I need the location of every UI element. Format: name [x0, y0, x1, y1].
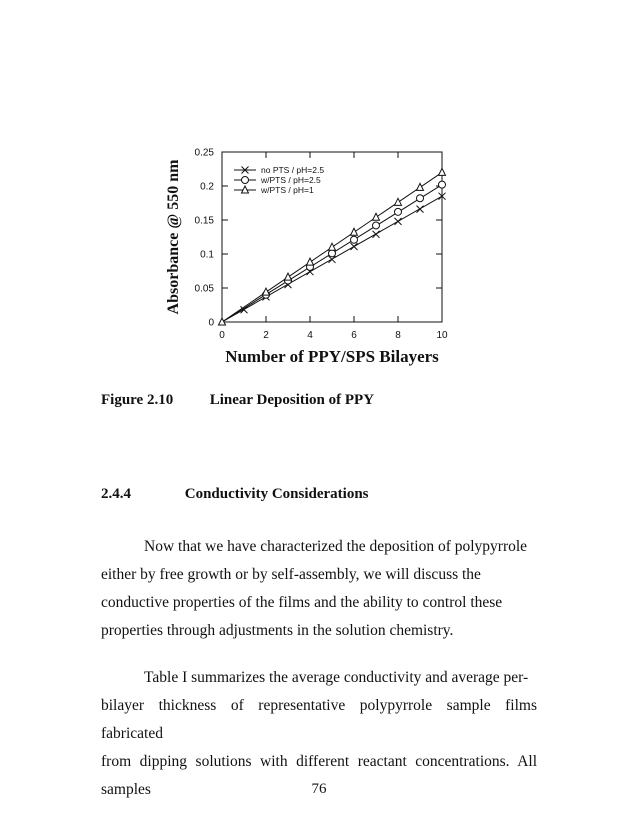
- series-3-point: [351, 228, 358, 235]
- paragraph-line: bilayer thickness of representative polypyrrole sample films fabricated: [101, 697, 537, 742]
- figure-label: Figure 2.10: [101, 392, 174, 408]
- series-2-point: [373, 222, 380, 229]
- x-tick-label: 10: [436, 330, 448, 341]
- y-axis-label: Absorbance @ 550 nm: [165, 159, 182, 315]
- paragraph-line: from dipping solutions with different reactant concentrations. All samples: [101, 753, 537, 798]
- x-tick-label: 0: [219, 330, 225, 341]
- series-3-point: [329, 243, 336, 250]
- paragraph-line: Table I summarizes the average conductivity and average per-: [144, 669, 529, 686]
- figure-caption: [101, 392, 374, 409]
- series-3-point: [263, 288, 270, 295]
- series-3-point: [417, 183, 424, 190]
- paragraph-line: properties through adjustments in the solution chemistry.: [101, 622, 454, 639]
- plot-frame: [222, 152, 442, 322]
- paragraph-line: either by free growth or by self-assembly, we will discuss the: [101, 566, 481, 583]
- series-2-point: [329, 250, 336, 257]
- series-3-point: [307, 258, 314, 265]
- legend-label: no PTS / pH=2.5: [261, 165, 325, 175]
- section-number: 2.4.4: [101, 486, 131, 502]
- y-tick-label: 0.1: [200, 249, 214, 261]
- y-tick-label: 0.25: [194, 147, 214, 159]
- page-number: 76: [311, 781, 327, 797]
- legend-marker: [242, 177, 249, 184]
- y-tick-label: 0: [208, 317, 214, 329]
- series-1-point: [373, 231, 380, 238]
- paragraph-1: [101, 533, 537, 645]
- legend-label: w/PTS / pH=1: [261, 185, 314, 195]
- y-tick-label: 0.15: [194, 215, 214, 227]
- series-3-point: [439, 168, 446, 175]
- series-2-point: [395, 208, 402, 215]
- section-heading: [101, 486, 369, 503]
- series-1-point: [417, 206, 424, 213]
- paragraph-line: conductive properties of the films and the ability to control these: [101, 594, 503, 611]
- absorbance-chart: [160, 140, 460, 370]
- x-axis-label: Number of PPY/SPS Bilayers: [225, 347, 439, 366]
- x-tick-label: 2: [263, 330, 269, 341]
- series-3-point: [395, 198, 402, 205]
- legend-label: w/PTS / pH=2.5: [261, 175, 321, 185]
- y-tick-label: 0.05: [194, 283, 214, 295]
- series-1-point: [351, 243, 358, 250]
- series-3-point: [373, 213, 380, 220]
- y-tick-label: 0.2: [200, 181, 214, 193]
- figure-title: Linear Deposition of PPY: [209, 392, 375, 408]
- section-title: Conductivity Considerations: [184, 486, 369, 502]
- series-2-point: [439, 181, 446, 188]
- series-1-point: [395, 218, 402, 225]
- x-tick-label: 4: [307, 330, 313, 341]
- paragraph-line: Now that we have characterized the deposition of polypyrrole: [144, 538, 528, 555]
- x-tick-label: 6: [351, 330, 357, 341]
- series-2-point: [351, 236, 358, 243]
- series-2-point: [417, 195, 424, 202]
- series-3-point: [285, 273, 292, 280]
- x-tick-label: 8: [395, 330, 401, 341]
